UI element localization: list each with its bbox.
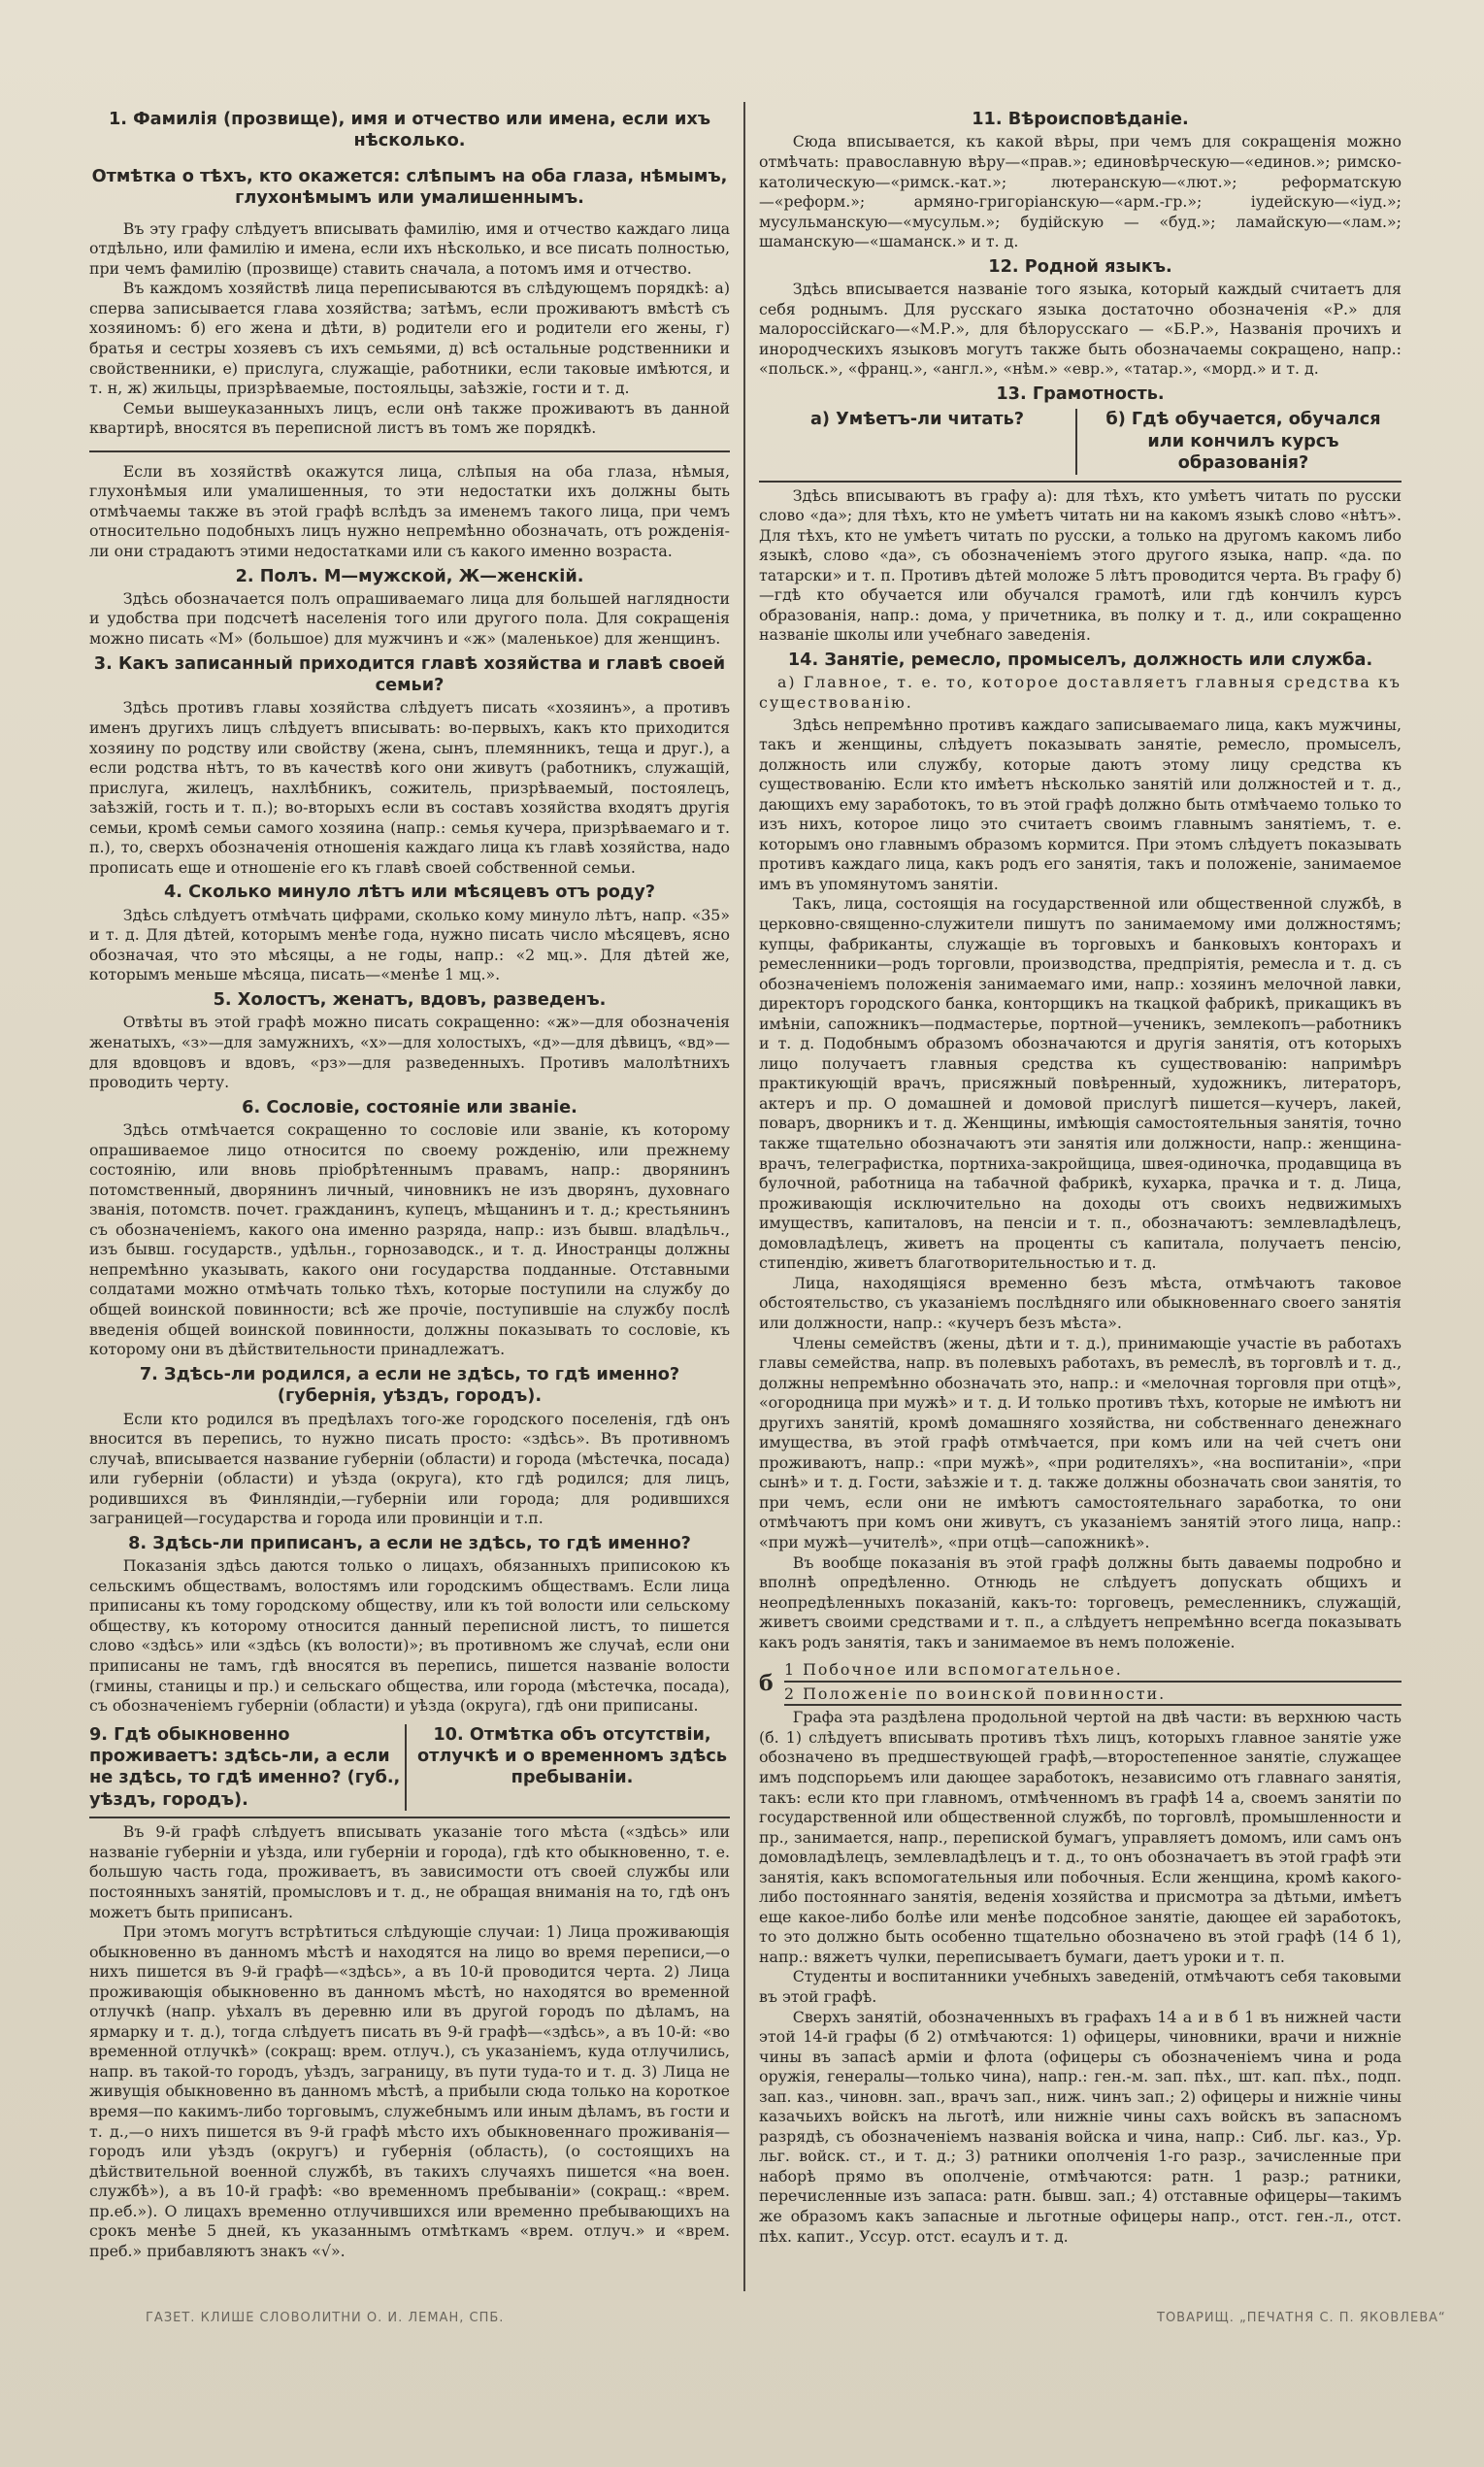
section-14-b-labels xyxy=(759,1658,1402,1708)
section-13-b-label: б) Гдѣ обучается, обучался или кончилъ курсъ образованія? xyxy=(1075,409,1402,474)
left-column xyxy=(89,105,730,2261)
section-divider xyxy=(89,450,730,452)
section-2-paragraph: Здѣсь обозначается полъ опрашиваемаго лица для большей наглядности и удобства при подсчетѣ населенія того или другого пола. Для сокращенія можно писать «М» (большое) для мужчинъ и «ж» (маленькое) для женщинъ. xyxy=(89,588,730,649)
footer-printer-left: ГАЗЕТ. КЛИШЕ СЛОВОЛИТНИ О. И. ЛЕМАН, СПБ. xyxy=(146,2311,505,2325)
section-9-paragraph: Въ 9-й графѣ слѣдуетъ вписывать указаніе того мѣста («здѣсь» или названіе губерніи и уѣзда, или губерніи и города), гдѣ кто обыкновенно, т. е. большую часть года, проживаетъ, въ зависимости отъ своей службы или постоянныхъ занятій, промысловъ и т. д., не обращая вниманія на то, гдѣ онъ можетъ быть приписанъ. xyxy=(89,1822,730,1921)
section-14-paragraph: Члены семействъ (жены, дѣти и т. д.), принимающіе участіе въ работахъ главы семейства, напр. въ полевыхъ работахъ, въ ремеслѣ, въ торговлѣ и т. д., должны непремѣнно обозначать это, напр.: и «мелочная торговля при отцѣ», «огородница при мужѣ» и т. д. И только противъ тѣхъ, которые не имѣютъ ни другихъ занятій, кромѣ домашняго хозяйства, ни собственнаго денежнаго имущества, въ этой графѣ отмѣчается, при комъ или на чей счетъ они проживаютъ, напр.: «при мужѣ», «при родителяхъ», «на воспитаніи», «при сынѣ» и т. д. Гости, заѣзжіе и т. д. также должны обозначать свои занятія, то при чемъ, если они не имѣютъ самостоятельнаго заработка, то они отмѣчаютъ при комъ они живутъ, съ указаніемъ занятій этого лица, напр.: «при мужѣ—учителѣ», «при отцѣ—сапожникѣ». xyxy=(759,1333,1402,1551)
section-1-paragraph: Въ каждомъ хозяйствѣ лица переписываются въ слѣдующемъ порядкѣ: а) сперва записывается глава хозяйства; затѣмъ, если проживаютъ вмѣстѣ съ хозяиномъ: б) его жена и дѣти, в) родители его и родители его жены, г) братья и сестры хозяевъ съ ихъ семьями, д) всѣ остальные родственники и свойственники, е) прислуга, служащіе, работники, если таковые имѣются, и т. н, ж) жильцы, призрѣваемые, постояльцы, заѣзжіе, гости и т. д. xyxy=(89,279,730,398)
section-13-paragraph: Здѣсь вписываютъ въ графу а): для тѣхъ, кто умѣетъ читать по русски слово «да»; для тѣхъ, кто не умѣетъ читать ни на какомъ языкѣ слово «нѣтъ». Для тѣхъ, кто не умѣетъ читать по русски, а только на другомъ какомъ либо языкѣ, слово «да», съ обозначеніемъ этого другого языка, напр. «да. по татарски» и т. п. Противъ дѣтей моложе 5 лѣтъ проводится черта. Въ графу б)—гдѣ кто обучается или обучался грамотѣ, или гдѣ кончилъ курсъ образованія, напр.: дома, у причетника, въ полку и т. д., или сокращенно названіе школы или учебнаго заведенія. xyxy=(759,485,1402,645)
section-13-a-label: а) Умѣетъ-ли читать? xyxy=(809,410,1025,430)
section-11-paragraph: Сюда вписывается, къ какой вѣры, при чемъ для сокращенія можно отмѣчать: православную вѣру—«прав.»; единовѣрческую—«единов.»; римско-католическую—«римск.-кат.»; лютеранскую—«лют.»; реформатскую—«реформ.»; армяно-григоріанскую—«арм.-гр.»; іудейскую—«іуд.»; мусульманскую—«мусульм.»; будійскую — «буд.»; ламайскую—«лам.»; шаманскую—«шаманск.» и т. д. xyxy=(759,132,1402,251)
section-1-title: 1. Фамилія (прозвище), имя и отчество или имена, если ихъ нѣсколько. xyxy=(108,110,711,151)
section-5-paragraph: Отвѣты въ этой графѣ можно писать сокращенно: «ж»—для обозначенія женатыхъ, «з»—для замужнихъ, «х»—для холостыхъ, «д»—для дѣвицъ, «вд»—для вдовцовъ и вдовъ, «рз»—для разведенныхъ. Противъ малолѣтнихъ проводить черту. xyxy=(89,1013,730,1092)
section-2-title: 2. Полъ. М—мужской, Ж—женскій. xyxy=(235,566,584,586)
section-11-title: 11. Вѣроисповѣданіе. xyxy=(972,110,1189,129)
section-14-paragraph: Такъ, лица, состоящія на государственной или общественной службѣ, в церковно-священно-служители пишутъ по занимаемому ими должностямъ; купцы, фабриканты, служащіе въ торговыхъ и банковыхъ конторахъ и ремесленники—родъ торговли, производства, предпріятія, ремесла и т. д. съ обозначеніемъ положенія занимаемаго ими, напр.: хозяинъ мелочной лавки, директоръ городского банка, конторщикъ на ткацкой фабрикѣ, прикащикъ въ имѣніи, сапожникъ—подмастерье, портной—ученикъ, землекопъ—работникъ и т. д. Подобнымъ образомъ обозначаются и другія занятія, отъ которыхъ лицо получаетъ главныя средства къ существованію: напримѣръ практикующій врачъ, присяжный повѣренный, художникъ, литераторъ, актеръ и пр. О домашней и домовой прислугѣ пишется—кучеръ, лакей, поваръ, дворникъ и т. д. Женщины, имѣющія самостоятельныя занятія, точно также тщательно обозначаютъ эти занятія или должности, напр.: женщина-врачъ, телеграфистка, портниха-закройщица, швея-одиночка, продавщица въ булочной, работница на табачной фабрикѣ, кухарка, прачка и т. д. Лица, проживающія исключительно на доходы отъ своихъ недвижимыхъ имуществъ, капиталовъ, на пенсіи и т. п., обозначаютъ: землевладѣлецъ, домовладѣлецъ, живетъ на проценты съ капитала, получаетъ пенсію, стипендію, живетъ благотворительностью и т. д. xyxy=(759,894,1402,1273)
section-1-paragraph: Если въ хозяйствѣ окажутся лица, слѣпыя на оба глаза, нѣмыя, глухонѣмыя или умалишенныя, то эти недостатки ихъ должны быть отмѣчаемы также въ этой графѣ вслѣдъ за именемъ такого лица, при чемъ относительно подобныхъ лицъ нужно непремѣнно обозначать, отъ рожденія-ли они страдаютъ этими недостатками или съ какого именно возраста. xyxy=(89,461,730,560)
section-1-paragraph: Семьи вышеуказанныхъ лицъ, если онѣ также проживаютъ въ данной квартирѣ, вносятся въ переписной листъ въ томъ же порядкѣ. xyxy=(89,398,730,438)
section-1-paragraph: Въ эту графу слѣдуетъ вписывать фамилію, имя и отчество каждаго лица отдѣльно, или фамилію и имена, если ихъ нѣсколько, и все писать полностью, при чемъ фамилію (прозвище) ставить сначала, а потомъ имя и отчество. xyxy=(89,218,730,278)
section-14-paragraph: Графа эта раздѣлена продольной чертой на двѣ части: въ верхнюю часть (б. 1) слѣдуетъ вписывать противъ тѣхъ лицъ, которыхъ главное занятіе уже обозначено въ предшествующей графѣ,—второстепенное занятіе, служащее имъ подспорьемъ или дающее заработокъ, независимо отъ главнаго занятія, такъ: если кто при главномъ, отмѣченномъ въ графѣ 14 а, своемъ занятіи по государственной или общественной службѣ, по торговлѣ, промышленности и пр., занимается, напр., перепиской бумагъ, управляетъ домомъ, или самъ онъ домовладѣлецъ, землевладѣлецъ и т. д., то онъ обозначаетъ въ этой графѣ эти занятія, какъ вспомогательныя или побочныя. Если женщина, кромѣ какого-либо постояннаго занятія, веденія хозяйства и присмотра за дѣтьми, имѣетъ еще какое-либо болѣе или менѣе подсобное занятіе, дающее ей заработокъ, то это должно быть особенно тщательно обозначено въ этой графѣ (14 б 1), напр.: вяжетъ чулки, переписываетъ бумаги, даетъ уроки и т. п. xyxy=(759,1708,1402,1966)
section-14-paragraph: Здѣсь непремѣнно противъ каждаго записываемаго лица, какъ мужчины, такъ и женщины, слѣдуетъ показывать занятіе, ремесло, промыселъ, должность или службу, которые даютъ этому лицу средства къ существованію. Если кто имѣетъ нѣсколько занятій или должностей и т. д., дающихъ ему заработокъ, то въ этой графѣ должно быть отмѣчаемо только то изъ нихъ, которое лицо это считаетъ своимъ главнымъ занятіемъ, т. е. которымъ оно главнымъ образомъ кормится. При этомъ слѣдуетъ показывать противъ каждаго лица, какъ родъ его занятія, такъ и положеніе, занимаемое имъ въ упомянутомъ занятіи. xyxy=(759,715,1402,893)
column-divider xyxy=(743,102,745,2291)
section-divider xyxy=(759,481,1402,483)
section-14-b2-label: 2 Положеніе по воинской повинности. xyxy=(784,1684,1402,1707)
section-3-title: 3. Какъ записанный приходится главѣ хозяйства и главѣ своей семьи? xyxy=(93,653,726,696)
section-12-paragraph: Здѣсь вписывается названіе того языка, который каждый считаетъ для себя роднымъ. Для русскаго языка достаточно обозначенія «Р.» для малороссійскаго—«М.Р.», для бѣлорусскаго — «Б.Р.», Названія прочихъ и инородческихъ языковъ могутъ также быть обозначаемы сокращено, напр.: «польск.», «франц.», «англ.», «нѣм.» «евр.», «татар.», «морд.» и т. д. xyxy=(759,280,1402,379)
section-7-title: 7. Здѣсь-ли родился, а если не здѣсь, то гдѣ именно? (губернія, уѣздъ, городъ). xyxy=(139,1364,680,1407)
section-5-title: 5. Холостъ, женатъ, вдовъ, разведенъ. xyxy=(213,990,607,1010)
section-8-paragraph: Показанія здѣсь даются только о лицахъ, обязанныхъ приписокою къ сельскимъ обществамъ, волостямъ или городскимъ обществамъ. Если лица приписаны къ тому городскому обществу, или къ той волости или сельскому обществу, къ которому относится данный переписной листъ, то пишется слово «здѣсь» или «здѣсь (къ волости)»; въ противномъ же случаѣ, если они приписаны не тамъ, гдѣ вносятся въ перепись, пишется названіе волости (гмины, станицы и пр.) и сельскаго общества, или города (мѣстечка, посада), съ обозначеніемъ губерніи (области) и уѣзда (округа), гдѣ они приписаны. xyxy=(89,1556,730,1716)
section-14-paragraph: Лица, находящіяся временно безъ мѣста, отмѣчаютъ таковое обстоятельство, съ указаніемъ послѣдняго или обыкновеннаго своего занятія или должности, напр.: «кучеръ безъ мѣста». xyxy=(759,1273,1402,1332)
section-14-b1-label: 1 Побочное или вспомогательное. xyxy=(784,1660,1402,1683)
section-14-paragraph: Студенты и воспитанники учебныхъ заведеній, отмѣчаютъ себя таковыми въ этой графѣ. xyxy=(759,1967,1402,2006)
section-8-title: 8. Здѣсь-ли приписанъ, а если не здѣсь, то гдѣ именно? xyxy=(128,1533,691,1553)
right-column xyxy=(759,105,1402,2247)
section-6-paragraph: Здѣсь отмѣчается сокращенно то сословіе или званіе, къ которому опрашиваемое лицо относится по своему рожденію, или прежнему состоянію, или вновь пріобрѣтеннымъ правамъ, напр.: дворянинъ потомственный, дворянинъ личный, чиновникъ не изъ дворянъ, духовнаго званія, потомств. почет. гражданинъ, купецъ, мѣщанинъ и т. д.; крестьянинъ съ обозначеніемъ, какого она именно разряда, напр.: изъ бывш. владѣльч., изъ бывш. государств., удѣльн., горнозаводск., и т. д. Иностранцы должны непремѣнно указывать, какого они государства подданные. Отставными солдатами можно отмѣчать только тѣхъ, которые поступили на службу до общей воинской повинности; всѣ же прочіе, поступившіе на службу послѣ введенія общей воинской повинности, должны показывать то сословіе, къ которому они въ дѣйствительности принадлежатъ. xyxy=(89,1120,730,1359)
section-14-title: 14. Занятіе, ремесло, промыселъ, должность или служба. xyxy=(787,650,1373,671)
section-7-paragraph: Если кто родился въ предѣлахъ того-же городского поселенія, гдѣ онъ вносится въ перепись, то нужно писать просто: «здѣсь». Въ противномъ случаѣ, вписывается название губерніи (области) и города (мѣстечка, посада) или губерніи (области) и уѣзда (округа), кто гдѣ родился; для лицъ, родившихся въ Финляндіи,—губерніи или города; для родившихся заграницей—государства и города или провинціи и т.п. xyxy=(89,1409,730,1528)
section-3-paragraph: Здѣсь противъ главы хозяйства слѣдуетъ писать «хозяинъ», а противъ именъ другихъ лицъ слѣдуетъ вписывать: во-первыхъ, какъ кто приходится хозяину по родству или свойству (жена, сынъ, племянникъ, теща и друг.), а если родства нѣтъ, то въ качествѣ кого они живутъ (работникъ, служащій, прислуга, жилецъ, нахлѣбникъ, сожитель, призрѣваемый, постоялецъ, заѣзжій, гость и т. п.); во-вторыхъ если въ составъ хозяйства входятъ другія семьи, кромѣ семьи самого хозяина (напр.: семья кучера, призрѣваемаго и т. п.), то, сверхъ обозначенія отношенія каждаго лица къ главѣ хозяйства, надо прописать еще и отношеніе его къ главѣ своей собственной семьи. xyxy=(89,698,730,877)
section-4-paragraph: Здѣсь слѣдуетъ отмѣчать цифрами, сколько кому минуло лѣтъ, напр. «35» и т. д. Для дѣтей, которымъ менѣе года, нужно писать число мѣсяцевъ, ясно обозначая, что это мѣсяцы, а не годы, напр.: «2 мц.». Для дѣтей же, которымъ меньше мѣсяца, писать—«менѣе 1 мц.». xyxy=(89,905,730,984)
section-10-title: 10. Отмѣтка объ отсутствіи, отлучкѣ и о временномъ здѣсь пребываніи. xyxy=(405,1724,730,1812)
section-14-b-letter: б xyxy=(759,1670,774,1696)
section-9-title: 9. Гдѣ обыкновенно проживаетъ: здѣсь-ли, а если не здѣсь, то гдѣ именно? (губ., уѣздъ, городъ). xyxy=(89,1724,401,1810)
section-9-paragraph: При этомъ могутъ встрѣтиться слѣдующіе случаи: 1) Лица проживающія обыкновенно въ данномъ мѣстѣ и находятся на лицо во время переписи,—о нихъ пишется въ 9-й графѣ—«здѣсь», а въ 10-й проводится черта. 2) Лица проживающія обыкновенно въ данномъ мѣстѣ, но находятся во временной отлучкѣ (напр. уѣхалъ въ деревню или въ другой городъ по дѣламъ, на ярмарку и т. д.), тогда слѣдуетъ писать въ 9-й графѣ—«здѣсь», а въ 10-й: «во временной отлучкѣ» (сокращ: врем. отлуч.), съ указаніемъ, куда отлучились, напр. въ такой-то городъ, уѣздъ, заграницу, въ пути туда-то и т. д. 3) Лица не живущія обыкновенно въ данномъ мѣстѣ, а прибыли сюда только на короткое время—по какимъ-либо торговымъ, служебнымъ или иным дѣламъ, въ гости и т. д.,—о нихъ пишется въ 9-й графѣ мѣсто ихъ обыкновеннаго проживанія—городъ или уѣздъ (округъ) и губернія (область), (о состоящихъ на дѣйствительной военной службѣ, въ такихъ случаяхъ пишется «на воен. службѣ»), а въ 10-й графѣ: «во временномъ пребываніи» (сокращ.: «врем. пр.еб.»). О лицахъ временно отлучившихся или временно пребывающихъ на срокъ менѣе 5 дней, къ указаннымъ отмѣткамъ «врем. отлуч.» и «врем. преб.» прибавляютъ знакъ «√». xyxy=(89,1922,730,2260)
section-12-title: 12. Родной языкъ. xyxy=(988,256,1172,277)
section-14-a-label: а) Главное, т. е. то, которое доставляетъ главныя средства къ существованію. xyxy=(759,673,1402,712)
section-13-title: 13. Грамотность. xyxy=(996,383,1165,404)
section-14-paragraph: Сверхъ занятій, обозначенныхъ въ графахъ 14 а и в б 1 въ нижней части этой 14-й графы (б 2) отмѣчаются: 1) офицеры, чиновники, врачи и нижніе чины въ запасѣ арміи и флота (офицеры съ обозначеніемъ чина и рода оружія, генералы—только чина), напр.: ген.-м. зап. пѣх., шт. кап. пѣх., подп. зап. каз., чиновн. зап., врачъ зап., ниж. чинъ зап.; 2) офицеры и нижніе чины казачьихъ войскъ на льготѣ, или нижніе чины сахъ войскъ въ запасномъ разрядѣ, съ обозначеніемъ названія войска и чина, напр.: Сиб. льг. каз., Ур. льг. войск. ст., и т. д.; 3) ратники ополченія 1-го разр., зачисленные при наборѣ прямо въ ополченіе, отмѣчаются: ратн. 1 разр.; ратники, перечисленные изъ запаса: ратн. бывш. зап.; 4) отставные офицеры—такимъ же образомъ какъ запасные и льготные офицеры напр., отст. ген.-л., отст. пѣх. капит., Уссур. отст. есаулъ и т. д. xyxy=(759,2007,1402,2246)
section-divider xyxy=(89,1817,730,1818)
section-4-title: 4. Сколько минуло лѣтъ или мѣсяцевъ отъ роду? xyxy=(163,883,655,903)
sections-9-10-header xyxy=(89,1722,730,1814)
footer-printer-right: ТОВАРИЩ. „ПЕЧАТНЯ С. П. ЯКОВЛЕВА“ xyxy=(1157,2311,1446,2325)
section-1-subtitle: Отмѣтка о тѣхъ, кто окажется: слѣпымъ на оба глаза, нѣмымъ, глухонѣмымъ или умалишеннымъ. xyxy=(91,166,728,209)
section-14-paragraph: Въ вообще показанія въ этой графѣ должны быть даваемы подробно и вполнѣ опредѣленно. Отнюдь не слѣдуетъ допускать общихъ и неопредѣленныхъ показаній, какъ-то: торговецъ, ремесленникъ, служащій, живетъ своими средствами и т. п., а слѣдуетъ непремѣнно всегда показывать какъ родъ занятія, такъ и занимаемое въ немъ положеніе. xyxy=(759,1552,1402,1651)
section-6-title: 6. Сословіе, состояніе или званіе. xyxy=(242,1097,577,1117)
section-13-columns xyxy=(759,407,1402,476)
